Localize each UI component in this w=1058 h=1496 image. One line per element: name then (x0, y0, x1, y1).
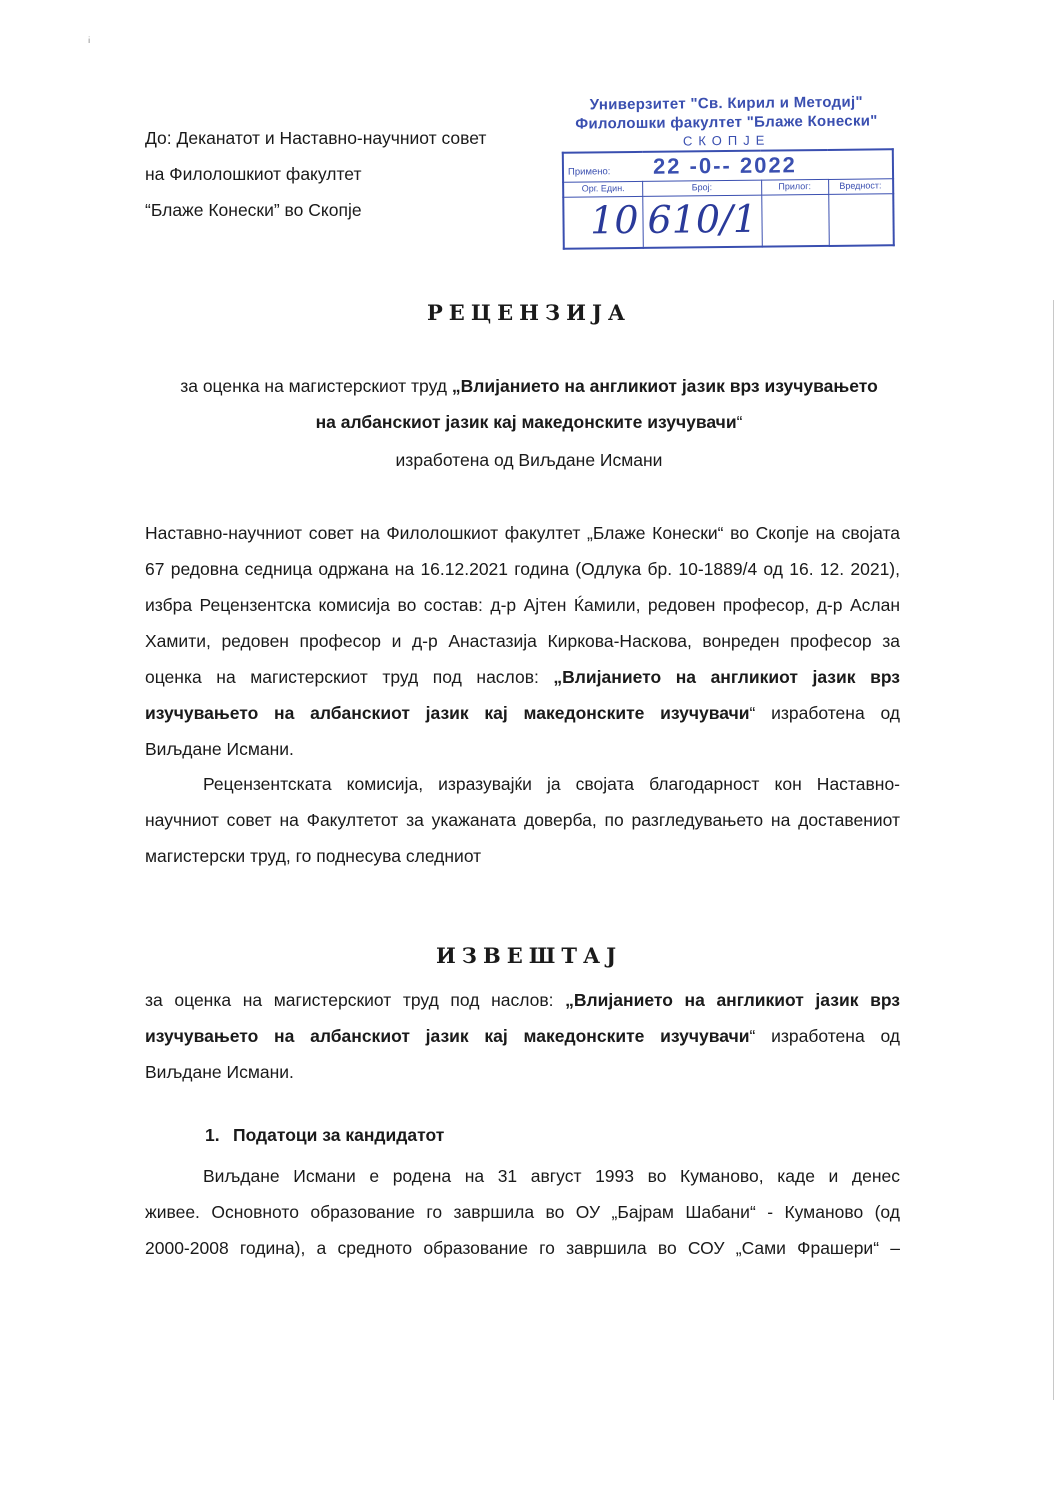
review-subtitle-prefix: за оценка на магистерскиот труд (180, 376, 452, 396)
text-line: 2000-2008 година), а средното образование го завршила во СОУ „Сами Фрашери“ – (145, 1238, 900, 1258)
stamp-value-cell (828, 194, 894, 246)
section-number: 1. (205, 1125, 220, 1145)
thesis-title-bold: „Влијанието на англикиот јазик врз (565, 990, 900, 1010)
text-line: живее. Основното образование го завршила во ОУ „Бајрам Шабани“ - Куманово (од (145, 1202, 900, 1222)
stamp-received-cell (563, 149, 893, 182)
review-subtitle-line1 (0, 376, 1058, 397)
text-line: Виљдане Исмани. (145, 739, 294, 759)
text-segment: “ изработена од (749, 1026, 900, 1046)
text-segment: оценка на магистерскиот труд под наслов: (145, 667, 554, 687)
text-segment: за оценка на магистерскиот труд под наслов: (145, 990, 566, 1010)
review-subtitle-line2 (0, 412, 1058, 433)
stamp-university: Универзитет "Св. Кирил и Методиј" (589, 93, 863, 114)
review-subtitle-thesis-title: „Влијанието на англикиот јазик врз изучувањето (451, 376, 878, 396)
section-heading-candidate (205, 1125, 444, 1146)
thesis-title-bold: изучувањето на албанскиот јазик кај македонските изучувачи (145, 1026, 750, 1046)
paragraph-commission-thanks (145, 766, 900, 874)
stamp-received-label: Примено: (567, 166, 611, 178)
thesis-title-bold: „Влијанието на англикиот јазик врз (553, 667, 901, 687)
stamp-faculty: Филолошки факултет "Блаже Конески" (575, 112, 878, 133)
review-title: РЕЦЕНЗИЈА (427, 300, 631, 325)
stamp-attachment-cell (761, 194, 829, 246)
stamp-col-org: Орг. Един. (563, 181, 643, 197)
addressee-line: До: Деканатот и Наставно-научниот совет (145, 128, 487, 148)
scan-speck: ı̇ (88, 36, 91, 45)
addressee-line: на Филолошкиот факултет (145, 164, 362, 184)
report-title: ИЗВЕШТАЈ (435, 943, 623, 968)
text-line: Наставно-научниот совет на Филолошкиот факултет „Блаже Конески“ во Скопје на својата (145, 523, 900, 543)
stamp-table (562, 148, 895, 249)
review-author-line: изработена од Виљдане Исмани (395, 450, 663, 470)
text-line: магистерски труд, го поднесува следниот (145, 846, 482, 866)
stamp-col-attachment: Прилог: (761, 179, 828, 195)
text-segment: “ изработена од (749, 703, 900, 723)
text-line: Виљдане Исмани. (145, 1062, 294, 1082)
review-subtitle-thesis-title-cont: на албанскиот јазик кај македонските изучувачи (315, 412, 737, 432)
stamp-number-value: 610/1 (647, 196, 758, 242)
paragraph-candidate-info (145, 1158, 900, 1266)
paragraph-report-subject (145, 982, 900, 1090)
text-line: Рецензентската комисија, изразувајќи ја својата благодарност кон Наставно- (203, 774, 900, 794)
stamp-org-value: 10 (589, 197, 639, 243)
text-line (145, 659, 900, 695)
text-line (145, 982, 900, 1018)
text-line (145, 695, 900, 731)
text-line: научниот совет на Факултетот за укажаната доверба, по разгледувањето на доставениот (145, 810, 900, 830)
text-line (145, 1018, 900, 1054)
stamp-col-value: Вредност: (828, 179, 893, 195)
addressee-line: “Блаже Конески” во Скопје (145, 200, 362, 220)
stamp-received-date: 22 -0-- 2022 (652, 152, 797, 179)
thesis-title-bold: изучувањето на албанскиот јазик кај македонските изучувачи (145, 703, 750, 723)
stamp-city: СКОПЈЕ (682, 132, 771, 149)
text-line: Виљдане Исмани е родена на 31 август 1993 во Куманово, каде и денес (203, 1166, 900, 1186)
addressee-block (145, 120, 486, 228)
paragraph-council-decision (145, 515, 900, 767)
stamp-org-cell (563, 196, 643, 248)
text-line: избра Рецензентска комисија во состав: д-р Ајтен Ќамили, редовен професор, д-р Аслан (145, 595, 900, 615)
section-title: Податоци за кандидатот (233, 1125, 445, 1145)
text-line: Хамити, редовен професор и д-р Анастазија Киркова-Наскова, вонреден професор за (145, 631, 900, 651)
stamp-col-number: Број: (643, 180, 762, 196)
text-line: 67 редовна седница одржана на 16.12.2021 година (Одлука бр. 10-1889/4 од 16. 12. 2021), (145, 559, 900, 579)
stamp-number-cell (643, 195, 762, 248)
review-subtitle-quote: “ (736, 412, 743, 432)
registry-stamp (557, 92, 897, 250)
